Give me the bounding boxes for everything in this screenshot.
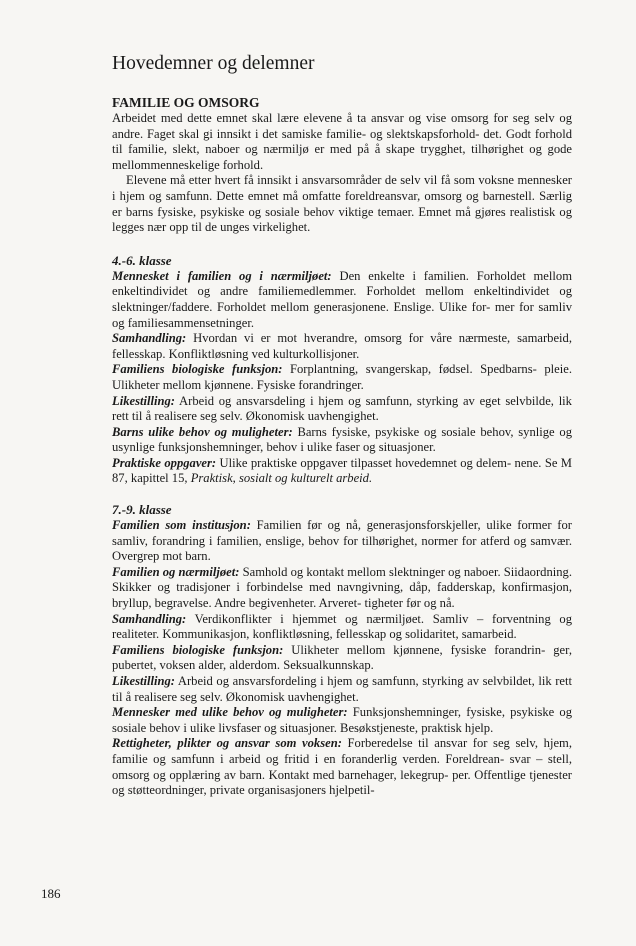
topic-text: Ulike praktiske oppgaver tilpasset hovedemnet og delem- nene. Se M 87, kapittel 15, <box>112 455 572 486</box>
topic-text: Den enkelte i familien. Forholdet mellom enkeltindividet og andre familiemedlemmer. Forholdet mellom enkeltindividet og slektninger/faddere. Forholdet mellom generasjonene. Enslige. Ulike for- mer for samliv og familiesammensetninger. <box>112 268 572 330</box>
topic-term: Familiens biologiske funksjon: <box>112 642 284 657</box>
topic-paragraph <box>112 394 572 425</box>
topic-text: Ulikheter mellom kjønnene, fysiske forandrin- ger, pubertet, voksen alder, alderdom. Seksualkunnskap. <box>112 642 572 673</box>
class-heading-7-9: 7.-9. klasse <box>112 502 172 518</box>
page-number: 186 <box>41 886 61 901</box>
topic-term: Familien som institusjon: <box>112 518 251 533</box>
intro-paragraph-2: Elevene må etter hvert få innsikt i ansvarsområder de selv vil få som voksne mennesker i hjem og samfunn. Dette emnet må omfatte foreldreansvar, omsorg og barnestell. Særlig er barns fysiske, psykiske og sosiale behov viktige temaer. Emnet må gjøres realistisk og legges nær opp til de unges virkelighet. <box>112 173 572 235</box>
topic-text: Arbeid og ansvarsdeling i hjem og samfunn, styrking av eget selvbilde, lik rett til å realisere seg selv. Økonomisk uavhengighet. <box>112 393 572 424</box>
topic-paragraph <box>112 674 572 705</box>
topic-text: Samhold og kontakt mellom slektninger og naboer. Siidaordning. Skikker og tradisjoner i forbindelse med navngivning, dåp, fadderskap, konfirmasjon, bryllup, begravelse. Andre begivenheter. Arveret- tigheter før og nå. <box>112 564 572 611</box>
topic-paragraph <box>112 362 572 393</box>
topic-text: Forberedelse til ansvar for seg selv, hjem, familie og samfunn i arbeid og fritid i en foranderlig verden. Foreldrean- svar – stell, omsorg og opplæring av barn. Kontakt med barnehager, lekegrup- per. Offentlige tjenester og støtteordninger, private organisasjoners hjelpetil- <box>112 736 572 798</box>
section-heading: FAMILIE OG OMSORG <box>112 95 260 110</box>
reference-title: Praktisk, sosialt og kulturelt arbeid. <box>190 471 373 486</box>
topic-paragraph <box>112 425 572 456</box>
topic-term: Barns ulike behov og muligheter: <box>112 424 293 439</box>
topic-paragraph <box>112 565 572 612</box>
topic-text: Funksjonshemninger, fysiske, psykiske og sosiale behov i ulike livsfaser og situasjoner. Besøkstjeneste, praktisk hjelp. <box>112 705 573 735</box>
topic-paragraph <box>112 456 572 487</box>
topic-paragraph <box>112 736 572 798</box>
topic-term: Samhandling: <box>112 611 187 626</box>
topic-text: Familien før og nå, generasjonsforskjeller, ulike former for samliv, forandring i familien, enslige, behov for tilhørighet, normer for atferd og samvær. Overgrep mot barn. <box>112 518 572 564</box>
class-section-4-6 <box>112 269 572 487</box>
topic-text: Arbeid og ansvarsfordeling i hjem og samfunn, styrking av selvbildet, lik rett til å realisere seg selv. Økonomisk uavhengighet. <box>112 674 572 704</box>
page-title: Hovedemner og delemner <box>112 53 315 74</box>
topic-term: Likestilling: <box>112 674 175 688</box>
topic-term: Familien og nærmiljøet: <box>112 564 240 579</box>
topic-term: Samhandling: <box>112 331 187 346</box>
topic-paragraph <box>112 705 572 736</box>
topic-text: Verdikonflikter i hjemmet og nærmiljøet. Samliv – forventning og realiteter. Kommunikasjon, konfliktløsning, fellesskap og solidaritet, samarbeid. <box>112 611 573 642</box>
topic-text: Barns fysiske, psykiske og sosiale behov, synlige og usynlige funksjonshemninger, behov i ulike faser og situasjoner. <box>112 424 572 455</box>
topic-paragraph <box>112 518 572 565</box>
topic-term: Likestilling: <box>112 393 175 408</box>
topic-text: Forplantning, svangerskap, fødsel. Spedbarns- pleie. Ulikheter mellom kjønnene. Fysiske forandringer. <box>112 362 572 392</box>
intro-paragraph-1: Arbeidet med dette emnet skal lære elevene å ta ansvar og vise omsorg for seg selv og andre. Faget skal gi innsikt i det samiske familie- og slektskapsforhold- det. Godt forhold til familie, slekt, naboer og nærmiljø er med på å skape trygghet, tilhørighet og gode mellommenneskelige forhold. <box>112 111 572 172</box>
class-heading-4-6: 4.-6. klasse <box>112 252 172 268</box>
document-page <box>112 52 572 799</box>
topic-term: Mennesket i familien og i nærmiljøet: <box>112 268 332 283</box>
topic-paragraph <box>112 612 572 643</box>
topic-term: Mennesker med ulike behov og muligheter: <box>112 705 348 720</box>
topic-paragraph <box>112 643 572 674</box>
class-section-7-9 <box>112 518 572 799</box>
topic-term: Praktiske oppgaver: <box>112 455 217 470</box>
topic-term: Rettigheter, plikter og ansvar som voksen: <box>112 736 342 751</box>
topic-paragraph <box>112 331 572 362</box>
topic-term: Familiens biologiske funksjon: <box>112 362 283 377</box>
topic-paragraph <box>112 269 572 331</box>
topic-text: Hvordan vi er mot hverandre, omsorg for våre nærmeste, samarbeid, fellesskap. Konfliktløsning ved kulturkollisjoner. <box>112 331 572 361</box>
